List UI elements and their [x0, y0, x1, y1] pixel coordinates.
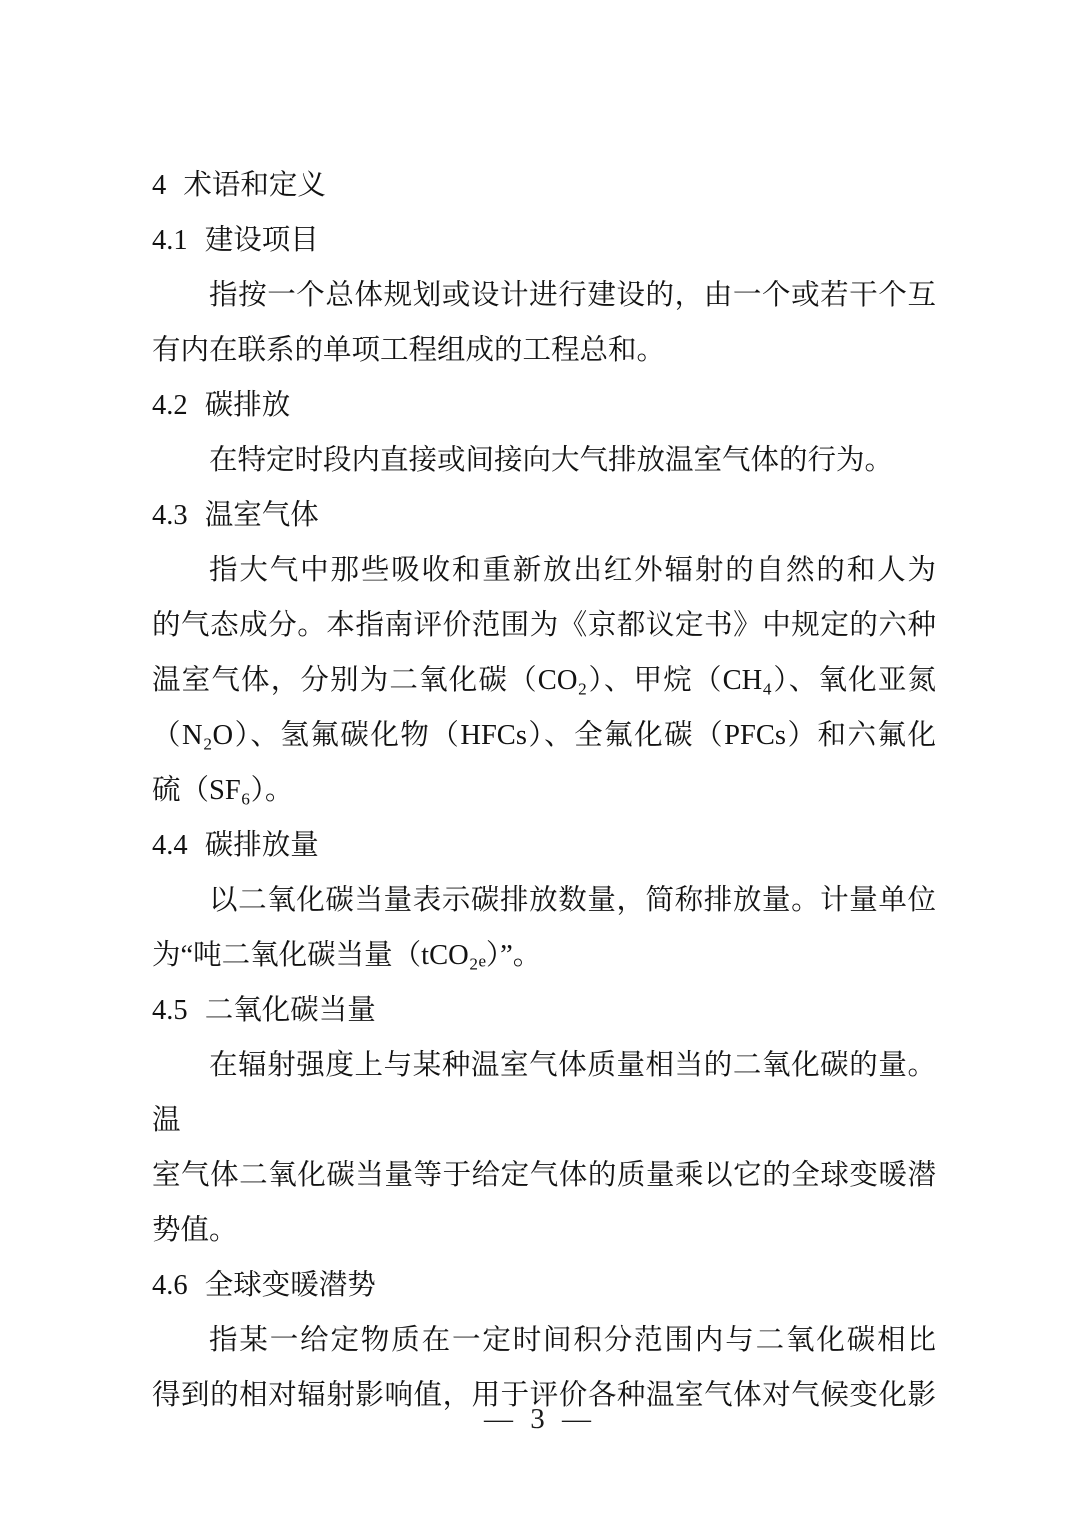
term-title: 建设项目	[204, 225, 319, 256]
body-line: 得到的相对辐射影响值，用于评价各种温室气体对气候变化影	[152, 1380, 936, 1411]
term-definition	[152, 268, 936, 378]
body-line: 在特定时段内直接或间接向大气排放温室气体的行为。	[209, 445, 894, 476]
section-number: 4	[152, 170, 167, 201]
term-definition	[152, 433, 936, 488]
body-line: 指某一给定物质在一定时间积分范围内与二氧化碳相比	[209, 1325, 936, 1356]
body-line: 有内在联系的单项工程组成的工程总和。	[152, 335, 666, 366]
term-heading	[152, 378, 936, 433]
term-number: 4.3	[152, 500, 188, 531]
body-line: （N₂O）、氢氟碳化物（HFCs）、全氟化碳（PFCs）和六氟化	[152, 720, 936, 751]
term-number: 4.6	[152, 1270, 188, 1301]
term-title: 碳排放量	[204, 830, 319, 861]
term-title: 全球变暖潜势	[204, 1270, 376, 1301]
term-number: 4.2	[152, 390, 188, 421]
body-line: 指大气中那些吸收和重新放出红外辐射的自然的和人为	[209, 555, 936, 586]
body-line: 温室气体，分别为二氧化碳（CO₂）、甲烷（CH₄）、氧化亚氮	[152, 665, 936, 696]
body-line: 指按一个总体规划或设计进行建设的，由一个或若干个互	[209, 280, 936, 311]
term-4-3	[152, 488, 936, 818]
body-line: 在辐射强度上与某种温室气体质量相当的二氧化碳的量。温	[152, 1050, 936, 1136]
body-line: 室气体二氧化碳当量等于给定气体的质量乘以它的全球变暖潜	[152, 1160, 936, 1191]
term-definition	[152, 1038, 936, 1258]
term-heading	[152, 818, 936, 873]
term-4-1	[152, 213, 936, 378]
term-heading	[152, 488, 936, 543]
term-title: 温室气体	[204, 500, 319, 531]
term-heading	[152, 983, 936, 1038]
term-number: 4.4	[152, 830, 188, 861]
term-heading	[152, 1258, 936, 1313]
term-4-2	[152, 378, 936, 488]
term-number: 4.1	[152, 225, 188, 256]
term-definition	[152, 873, 936, 983]
page-content	[152, 158, 936, 1423]
term-number: 4.5	[152, 995, 188, 1026]
body-line: 的气态成分。本指南评价范围为《京都议定书》中规定的六种	[152, 610, 936, 641]
term-4-4	[152, 818, 936, 983]
term-definition	[152, 543, 936, 818]
body-line: 硫（SF₆）。	[152, 775, 294, 806]
section-heading	[152, 158, 936, 213]
section-title: 术语和定义	[183, 170, 326, 201]
term-4-5	[152, 983, 936, 1258]
body-line: 为“吨二氧化碳当量（tCO₂ₑ）”。	[152, 940, 542, 971]
body-line: 势值。	[152, 1215, 238, 1246]
term-title: 碳排放	[204, 390, 291, 421]
term-heading	[152, 213, 936, 268]
page-number: — 3 —	[484, 1403, 596, 1435]
term-title: 二氧化碳当量	[204, 995, 376, 1026]
body-line: 以二氧化碳当量表示碳排放数量，简称排放量。计量单位	[209, 885, 936, 916]
